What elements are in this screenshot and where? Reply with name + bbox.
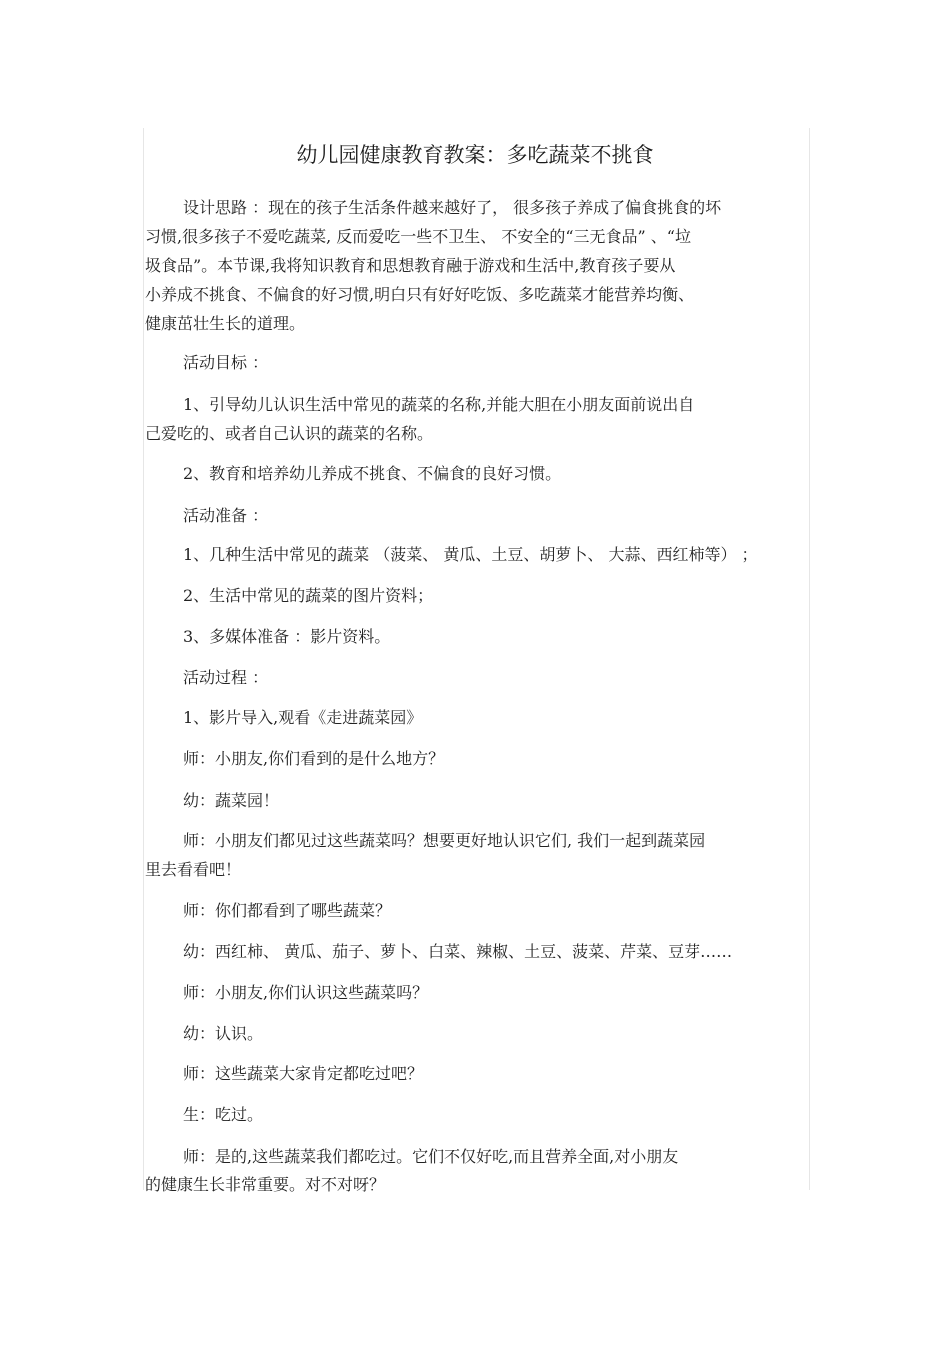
section-heading-process: 活动过程 ： (183, 668, 269, 687)
goal-item-2: 2、教育和培养幼儿养成不挑食、不偏食的良好习惯。 (183, 464, 562, 483)
dialogue-line: 师：这些蔬菜大家肯定都吃过吧？ (183, 1064, 424, 1083)
dialogue-line-continued: 的健康生长非常重要。对不对呀？ (145, 1175, 386, 1194)
preparation-item-2: 2、生活中常见的蔬菜的图片资料； (183, 586, 434, 605)
process-step-1: 1、影片导入,观看《走进蔬菜园》 (183, 708, 423, 727)
paragraph-design-idea-line-4: 小养成不挑食、不偏食的好习惯,明白只有好好吃饭、多吃蔬菜才能营养均衡、 (145, 285, 695, 304)
dialogue-line: 师：小朋友,你们认识这些蔬菜吗？ (183, 983, 429, 1002)
dialogue-line-continued: 里去看看吧！ (145, 860, 242, 879)
goal-item-1-line-2: 己爱吃的、或者自己认识的蔬菜的名称。 (145, 424, 434, 443)
dialogue-line: 幼：认识。 (183, 1024, 264, 1043)
paragraph-design-idea-line-2: 习惯,很多孩子不爱吃蔬菜, 反而爱吃一些不卫生、 不安全的“三无食品” 、“垃 (145, 227, 691, 246)
dialogue-line: 生：吃过。 (183, 1105, 264, 1124)
dialogue-line: 幼：蔬菜园！ (183, 791, 280, 810)
dialogue-line: 师：你们都看到了哪些蔬菜？ (183, 901, 392, 920)
dialogue-line: 幼：西红柿、 黄瓜、茄子、萝卜、白菜、辣椒、土豆、菠菜、芹菜、豆芽…… (183, 942, 733, 961)
section-heading-goals: 活动目标 ： (183, 353, 269, 372)
preparation-item-3: 3、多媒体准备 ：影片资料。 (183, 627, 391, 646)
dialogue-line: 师：小朋友,你们看到的是什么地方？ (183, 749, 445, 768)
paragraph-design-idea-line-5: 健康茁壮生长的道理。 (145, 314, 306, 333)
section-heading-preparation: 活动准备 ： (183, 506, 269, 525)
dialogue-line: 师：小朋友们都见过这些蔬菜吗？想要更好地认识它们, 我们一起到蔬菜园 (183, 831, 706, 850)
paragraph-design-idea-line-3: 圾食品”。本节课,我将知识教育和思想教育融于游戏和生活中,教育孩子要从 (145, 256, 676, 275)
goal-item-1-line-1: 1、引导幼儿认识生活中常见的蔬菜的名称,并能大胆在小朋友面前说出自 (183, 395, 695, 414)
dialogue-line: 师：是的,这些蔬菜我们都吃过。它们不仅好吃,而且营养全面,对小朋友 (183, 1147, 679, 1166)
document-title: 幼儿园健康教育教案：多吃蔬菜不挑食 (296, 143, 654, 167)
preparation-item-1: 1、几种生活中常见的蔬菜 （菠菜、 黄瓜、土豆、胡萝卜、 大蒜、西红柿等） ； (183, 545, 758, 564)
paragraph-design-idea-line-1: 设计思路 ：现在的孩子生活条件越来越好了， 很多孩子养成了偏食挑食的坏 (183, 198, 722, 217)
